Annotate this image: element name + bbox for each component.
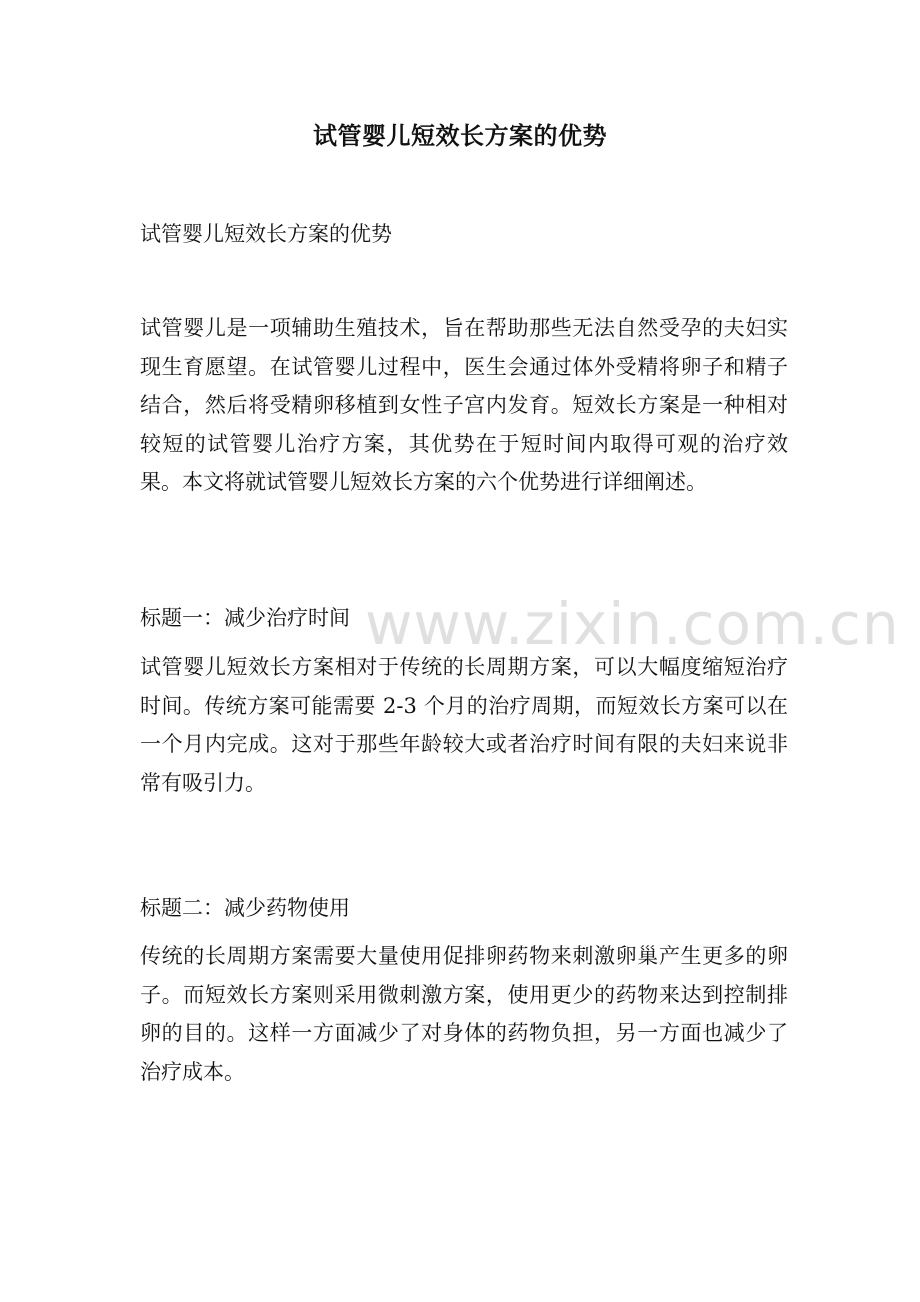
intro-paragraph: 试管婴儿是一项辅助生殖技术，旨在帮助那些无法自然受孕的夫妇实现生育愿望。在试管婴儿过程中，医生会通过体外受精将卵子和精子结合，然后将受精卵移植到女性子宫内发育。短效长方案是一种相对较短的试管婴儿治疗方案，其优势在于短时间内取得可观的治疗效果。本文将就试管婴儿短效长方案的六个优势进行详细阐述。	[140, 316, 788, 494]
section-body-2: 传统的长周期方案需要大量使用促排卵药物来刺激卵巢产生更多的卵子。而短效长方案则采用微刺激方案，使用更少的药物来达到控制排卵的目的。这样一方面减少了对身体的药物负担，另一方面也减少了治疗成本。	[140, 944, 788, 1084]
watermark: www.zixin.com.cn	[365, 590, 900, 658]
section-heading-1: 标题一：减少治疗时间	[140, 606, 350, 630]
document-title: 试管婴儿短效长方案的优势	[313, 121, 607, 150]
section-heading-2: 标题二：减少药物使用	[140, 896, 350, 920]
section-body-1: 试管婴儿短效长方案相对于传统的长周期方案，可以大幅度缩短治疗时间。传统方案可能需要 2-3 个月的治疗周期，而短效长方案可以在一个月内完成。这对于那些年龄较大或者治疗时间有限的夫妇来说非常有吸引力。	[140, 655, 788, 795]
document-subtitle: 试管婴儿短效长方案的优势	[140, 222, 392, 246]
